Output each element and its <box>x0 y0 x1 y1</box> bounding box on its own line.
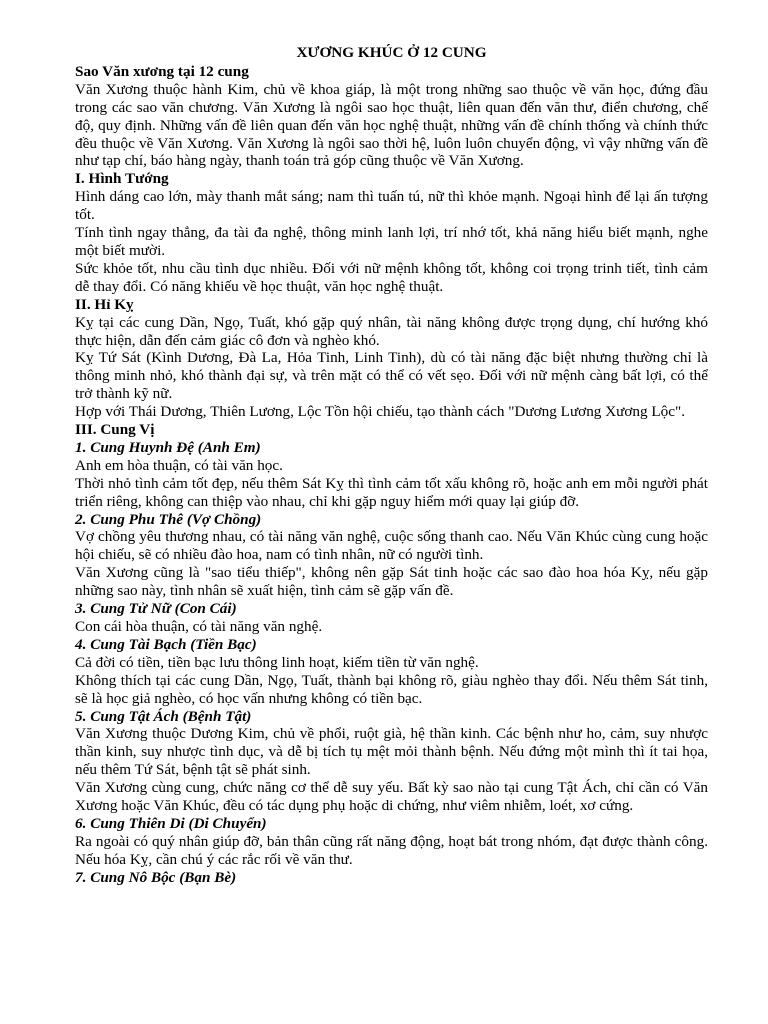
paragraph: Văn Xương cùng cung, chức năng cơ thể dễ suy yếu. Bất kỳ sao nào tại cung Tật Ách, chỉ cần có Văn Xương hoặc Văn Khúc, đều có tác dụng phụ hoặc di chứng, như viêm nhiễm, loét, xơ cứng. <box>75 779 708 815</box>
paragraph: Kỵ Tứ Sát (Kình Dương, Đà La, Hỏa Tinh, Linh Tinh), dù có tài năng đặc biệt nhưng thường chỉ là thông minh nhỏ, khó thành đại sự, và trên mặt có thể có vết sẹo. Đối với nữ mệnh càng bất lợi, có thể trở thành kỹ nữ. <box>75 349 708 403</box>
subheading-cung-thien-di: 6. Cung Thiên Di (Di Chuyển) <box>75 814 267 832</box>
document-title: XƯƠNG KHÚC Ở 12 CUNG <box>296 44 487 61</box>
paragraph: Cả đời có tiền, tiền bạc lưu thông linh hoạt, kiếm tiền từ văn nghệ. <box>75 653 479 671</box>
subheading-cung-phu-the: 2. Cung Phu Thê (Vợ Chồng) <box>75 510 262 528</box>
paragraph: Văn Xương cũng là "sao tiểu thiếp", không nên gặp Sát tinh hoặc các sao đào hoa hóa Kỵ, nếu gặp những sao này, tình nhân sẽ xuất hiện, tình cảm sẽ gặp vấn đề. <box>75 564 708 600</box>
paragraph: Kỵ tại các cung Dần, Ngọ, Tuất, khó gặp quý nhân, tài năng không được trọng dụng, chí hướng khó thực hiện, dẫn đến cảm giác cô đơn và nghèo khó. <box>75 313 708 349</box>
subheading-cung-tu-nu: 3. Cung Tử Nữ (Con Cái) <box>75 600 237 618</box>
section-heading-hinh-tuong: I. Hình Tướng <box>75 170 169 188</box>
section-heading-cung-vi: III. Cung Vị <box>75 421 155 439</box>
paragraph: Anh em hòa thuận, có tài văn học. <box>75 456 283 474</box>
paragraph: Ra ngoài có quý nhân giúp đỡ, bản thân cũng rất năng động, hoạt bát trong nhóm, đạt được thành công. Nếu hóa Kỵ, cần chú ý các rắc rối về văn thư. <box>75 832 708 868</box>
paragraph: Không thích tại các cung Dần, Ngọ, Tuất, thành bại không rõ, giàu nghèo thay đổi. Nếu thêm Sát tinh, sẽ là học giả nghèo, có học vấn nhưng không có tiền bạc. <box>75 671 708 707</box>
paragraph: Hình dáng cao lớn, mày thanh mắt sáng; nam thì tuấn tú, nữ thì khỏe mạnh. Ngoại hình để lại ấn tượng tốt. <box>75 188 708 224</box>
section-heading-hi-ky: II. Hỉ Kỵ <box>75 295 134 313</box>
paragraph: Văn Xương thuộc hành Kim, chủ về khoa giáp, là một trong những sao thuộc về văn học, đứng đầu trong các sao văn chương. Văn Xương là ngôi sao học thuật, liên quan đến văn thư, điển chương, chế độ, quy định. Những vấn đề liên quan đến văn học nghệ thuật, những vấn đề chính thống và chính thức đều thuộc về Văn Xương. Văn Xương là ngôi sao thời hệ, luôn luôn chuyển động, vì vậy những vấn đề như tạp chí, báo hàng ngày, thanh toán trả góp cũng thuộc về Văn Xương. <box>75 80 708 170</box>
document-body <box>75 63 708 887</box>
subheading-cung-tai-bach: 4. Cung Tài Bạch (Tiền Bạc) <box>75 635 257 653</box>
subheading-cung-no-boc: 7. Cung Nô Bộc (Bạn Bè) <box>75 868 237 886</box>
paragraph: Con cái hòa thuận, có tài năng văn nghệ. <box>75 618 323 635</box>
paragraph: Thời nhỏ tình cảm tốt đẹp, nếu thêm Sát Kỵ thì tình cảm tốt xấu không rõ, hoặc anh em mỗi người phát triển riêng, không can thiệp vào nhau, chỉ khi gặp nguy hiểm mới quay lại giúp đỡ. <box>75 474 708 510</box>
paragraph: Vợ chồng yêu thương nhau, có tài năng văn nghệ, cuộc sống thanh cao. Nếu Văn Khúc cùng cung hoặc hội chiếu, sẽ có nhiều đào hoa, nam có tình nhân, nữ có người tình. <box>75 528 708 564</box>
subheading-cung-tat-ach: 5. Cung Tật Ách (Bệnh Tật) <box>75 707 252 725</box>
paragraph: Văn Xương thuộc Dương Kim, chủ về phổi, ruột già, hệ thần kinh. Các bệnh như ho, cảm, suy nhược thần kinh, suy nhược tình dục, và dễ bị tích tụ mệt mỏi thành bệnh. Nếu đứng một mình thì ít tai họa, nếu thêm Tứ Sát, bệnh tật sẽ phát sinh. <box>75 725 708 779</box>
subheading-cung-huynh-de: 1. Cung Huynh Đệ (Anh Em) <box>75 438 261 456</box>
section-heading-intro: Sao Văn xương tại 12 cung <box>75 62 249 80</box>
paragraph: Sức khỏe tốt, nhu cầu tình dục nhiều. Đối với nữ mệnh không tốt, không coi trọng trinh tiết, tình cảm dễ thay đổi. Có năng khiếu về học thuật, văn học nghệ thuật. <box>75 259 708 295</box>
paragraph: Tính tình ngay thẳng, đa tài đa nghệ, thông minh lanh lợi, trí nhớ tốt, khả năng hiểu biết mạnh, nghe một biết mười. <box>75 224 708 259</box>
paragraph: Hợp với Thái Dương, Thiên Lương, Lộc Tồn hội chiếu, tạo thành cách "Dương Lương Xương Lộc". <box>75 403 686 421</box>
